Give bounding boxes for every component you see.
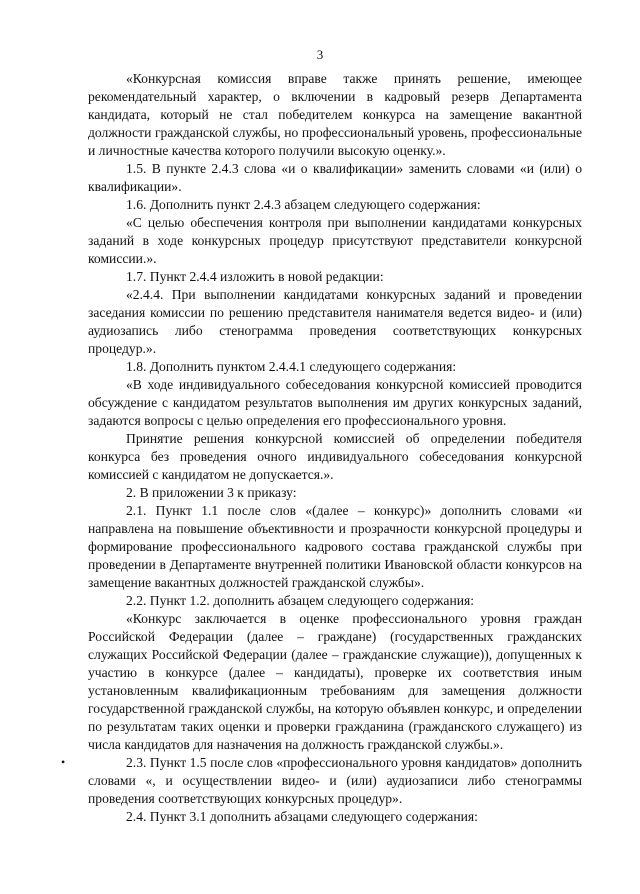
paragraph-1-6-text: «С целью обеспечения контроля при выполнении кандидатами конкурсных заданий в ходе конкурсных процедур присутствуют представители конкурсной комиссии.». <box>88 215 582 266</box>
paragraph-2-3-wrapper <box>61 754 582 808</box>
document-body <box>61 70 582 826</box>
paragraph-1-6: 1.6. Дополнить пункт 2.4.3 абзацем следующего содержания: <box>126 197 481 212</box>
paragraph-2: 2. В приложении 3 к приказу: <box>126 485 297 500</box>
paragraph-2-4: 2.4. Пункт 3.1 дополнить абзацами следующего содержания: <box>126 809 478 824</box>
paragraph-1-8-text: «В ходе индивидуального собеседования конкурсной комиссией проводится обсуждение с кандидатом результатов выполнения им других конкурсных заданий, задаются вопросы с целью определения его профессионального уровня. <box>88 377 582 428</box>
paragraph-1-7-text: «2.4.4. При выполнении кандидатами конкурсных заданий и проведении заседания комиссии по решению представителя нанимателя ведется видео- и (или) аудиозапись либо стенограмма проведения соответствующих конкурсных процедур.». <box>88 287 582 356</box>
paragraph-reserve-decision: «Конкурсная комиссия вправе также принять решение, имеющее рекомендательный характер, о включении в кадровый резерв Департамента кандидата, который не стал победителем конкурса на замещение вакантной должности гражданской службы, но профессиональный уровень, профессиональные и личностные качества которого получили высокую оценку.». <box>88 71 582 158</box>
paragraph-1-5: 1.5. В пункте 2.4.3 слова «и о квалификации» заменить словами «и (или) о квалификации». <box>88 161 582 194</box>
paragraph-1-7: 1.7. Пункт 2.4.4 изложить в новой редакции: <box>126 269 384 284</box>
paragraph-1-8-text-2: Принятие решения конкурсной комиссией об определении победителя конкурса без проведения очного индивидуального собеседования конкурсной комиссией с кандидатом не допускается.». <box>88 431 582 482</box>
paragraph-2-2: 2.2. Пункт 1.2. дополнить абзацем следующего содержания: <box>126 593 475 608</box>
margin-mark: • <box>61 755 66 769</box>
page-number: 3 <box>316 47 324 62</box>
paragraph-2-3: 2.3. Пункт 1.5 после слов «профессионального уровня кандидатов» дополнить словами «, и осуществлении видео- и (или) аудиозаписи либо стенограммы проведения соответствующих конкурсных процедур». <box>88 755 582 806</box>
paragraph-2-2-text: «Конкурс заключается в оценке профессионального уровня граждан Российской Федерации (далее – граждане) (государственных гражданских служащих Российской Федерации (далее – гражданские служащие)), допущенных к участию в конкурсе (далее – кандидаты), проверке их соответствия иным установленным квалификационным требованиям для замещения должности государственной гражданской службы, на которую объявлен конкурс, и определении по результатам таких оценки и проверки гражданина (гражданского служащего) из числа кандидатов для назначения на должность гражданской службы.». <box>88 611 582 752</box>
paragraph-2-1: 2.1. Пункт 1.1 после слов «(далее – конкурс)» дополнить словами «и направлена на повышение объективности и прозрачности конкурсной процедуры и формирование профессионального кадрового состава гражданской службы при проведении в Департаменте внутренней политики Ивановской области конкурсов на замещение вакантных должностей гражданской службы». <box>88 503 582 590</box>
paragraph-1-8: 1.8. Дополнить пунктом 2.4.4.1 следующего содержания: <box>126 359 457 374</box>
